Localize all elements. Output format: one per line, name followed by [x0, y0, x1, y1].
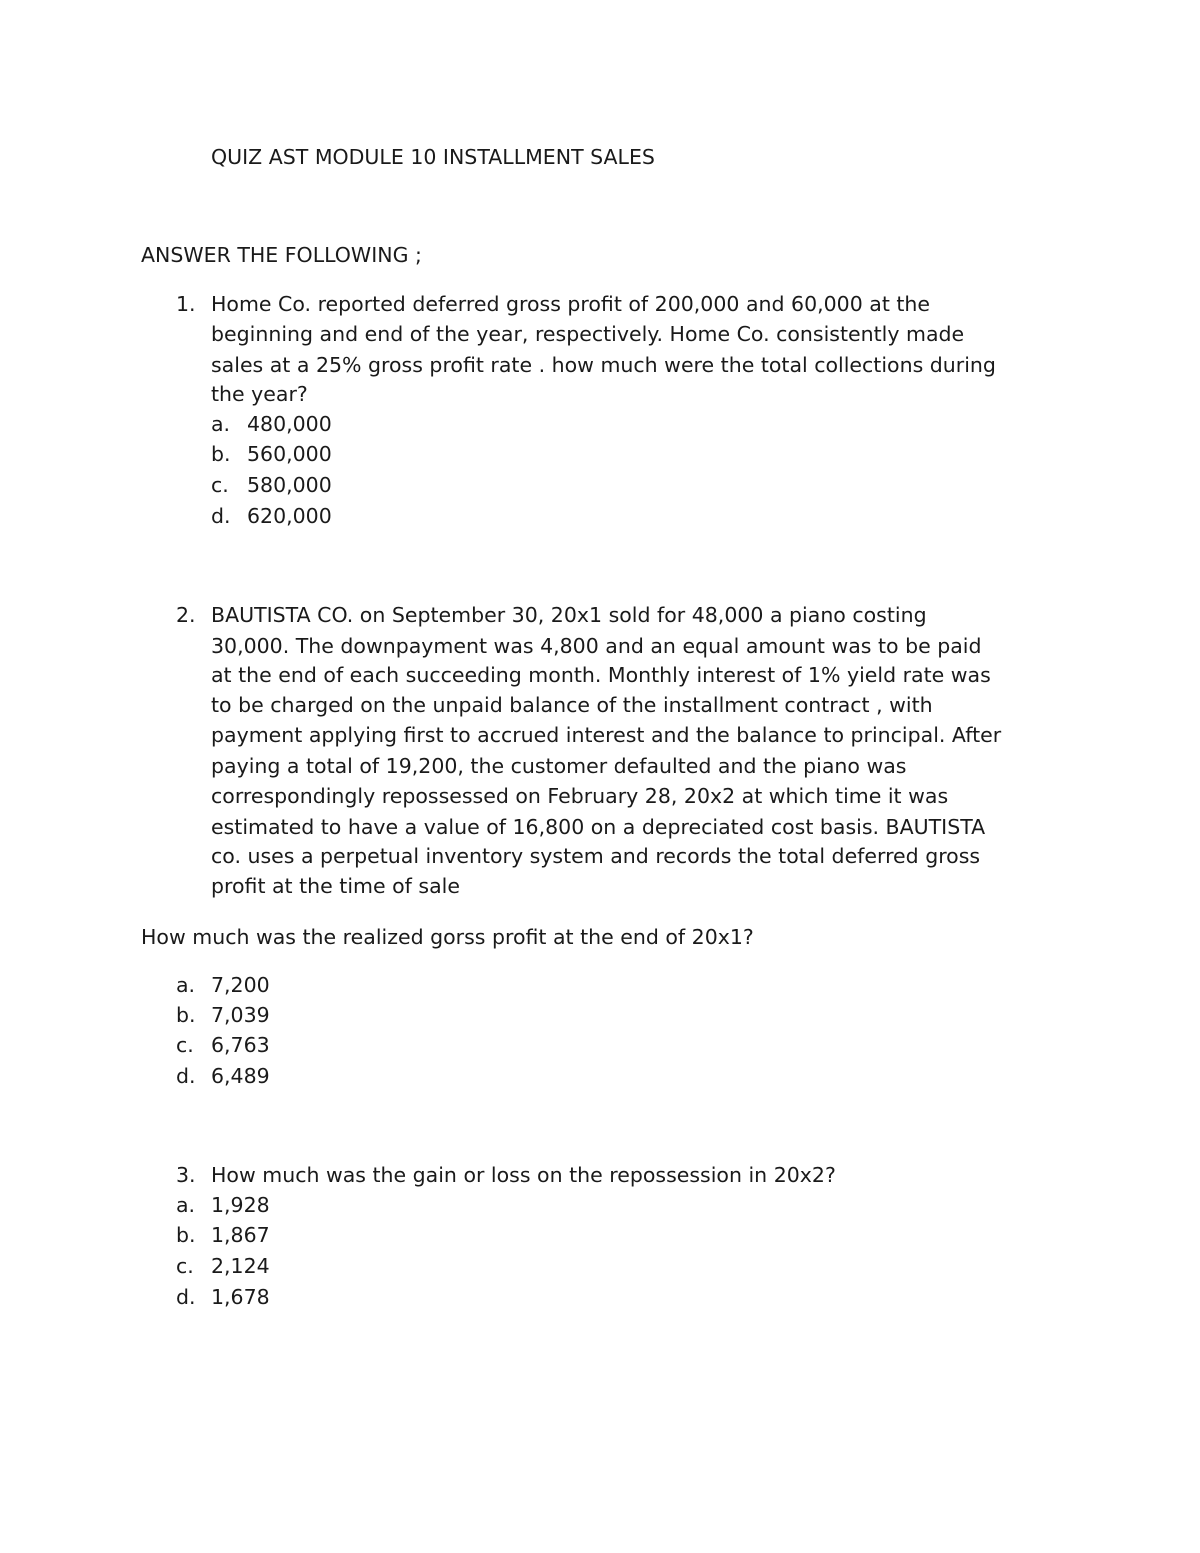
option-letter: a. — [176, 973, 196, 997]
option-text: 1,867 — [211, 1223, 270, 1247]
option-letter: c. — [176, 1254, 194, 1278]
option-text: 6,763 — [211, 1033, 270, 1057]
option-text: 560,000 — [247, 442, 332, 466]
question-text-line: beginning and end of the year, respectively. Home Co. consistently made — [211, 322, 965, 346]
instructions-text: ANSWER THE FOLLOWING ; — [141, 243, 422, 267]
question-text-line: payment applying first to accrued interest and the balance to principal. After — [211, 723, 1002, 747]
option-text: 1,678 — [211, 1285, 270, 1309]
question-text-line: Home Co. reported deferred gross profit of 200,000 and 60,000 at the — [211, 292, 931, 316]
option-letter: d. — [211, 504, 231, 528]
question-text-line: estimated to have a value of 16,800 on a depreciated cost basis. BAUTISTA — [211, 815, 986, 839]
option-text: 7,039 — [211, 1003, 270, 1027]
option-text: 6,489 — [211, 1064, 270, 1088]
question-text-line: the year? — [211, 382, 308, 406]
option-text: 480,000 — [247, 412, 332, 436]
question-text-line: at the end of each succeeding month. Monthly interest of 1% yield rate was — [211, 663, 991, 687]
option-letter: d. — [176, 1064, 196, 1088]
option-letter: d. — [176, 1285, 196, 1309]
option-letter: b. — [176, 1003, 196, 1027]
question-text-line: correspondingly repossessed on February 28, 20x2 at which time it was — [211, 784, 949, 808]
option-text: 620,000 — [247, 504, 332, 528]
option-text: 7,200 — [211, 973, 270, 997]
subquestion-text: How much was the realized gorss profit at the end of 20x1? — [141, 925, 754, 949]
question-text-line: 30,000. The downpayment was 4,800 and an equal amount was to be paid — [211, 634, 982, 658]
question-text-line: paying a total of 19,200, the customer defaulted and the piano was — [211, 754, 907, 778]
question-number: 1. — [176, 292, 196, 316]
option-letter: c. — [176, 1033, 194, 1057]
question-text-line: co. uses a perpetual inventory system and records the total deferred gross — [211, 844, 981, 868]
question-number: 3. — [176, 1163, 196, 1187]
document-title: QUIZ AST MODULE 10 INSTALLMENT SALES — [211, 145, 655, 169]
option-letter: b. — [176, 1223, 196, 1247]
option-text: 1,928 — [211, 1193, 270, 1217]
question-text-line: profit at the time of sale — [211, 874, 460, 898]
question-text-line: to be charged on the unpaid balance of the installment contract , with — [211, 693, 933, 717]
question-number: 2. — [176, 603, 196, 627]
option-letter: a. — [211, 412, 231, 436]
question-text-line: How much was the gain or loss on the repossession in 20x2? — [211, 1163, 836, 1187]
option-letter: b. — [211, 442, 231, 466]
question-text-line: sales at a 25% gross profit rate . how much were the total collections during — [211, 353, 996, 377]
option-text: 580,000 — [247, 473, 332, 497]
option-letter: a. — [176, 1193, 196, 1217]
option-letter: c. — [211, 473, 229, 497]
question-text-line: BAUTISTA CO. on September 30, 20x1 sold for 48,000 a piano costing — [211, 603, 927, 627]
option-text: 2,124 — [211, 1254, 270, 1278]
